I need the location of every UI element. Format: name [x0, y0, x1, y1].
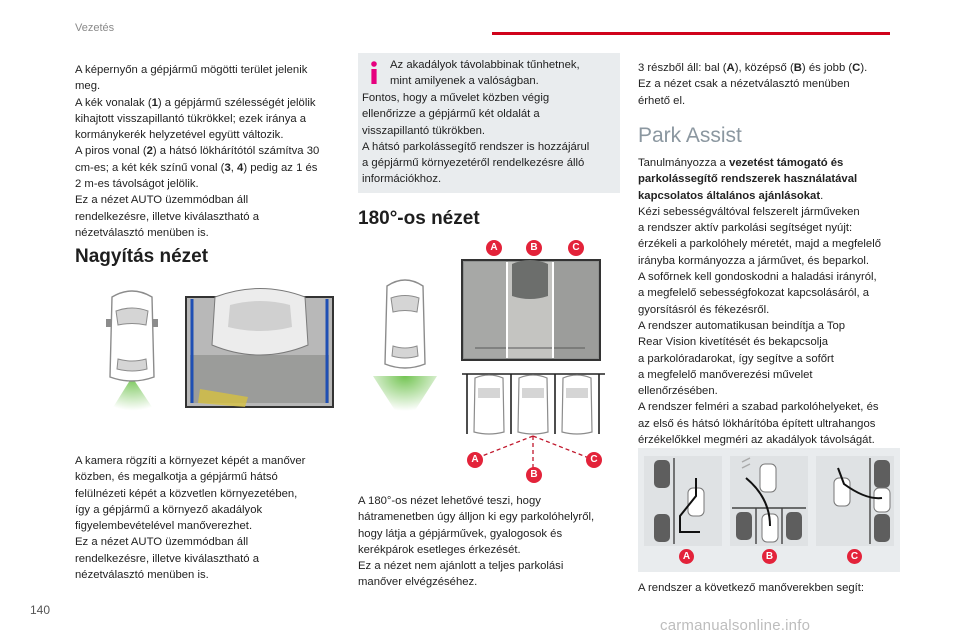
text-line: Az akadályok távolabbinak tűnhetnek, [390, 59, 580, 71]
info-note-body [362, 90, 589, 188]
text-line: ellenőrzésében. [638, 385, 718, 398]
text-line: A sofőrnek kell gondoskodni a haladási irányról, [638, 271, 877, 284]
text-line: Ez a nézet csak a nézetválasztó menüben [638, 78, 850, 91]
camera-image-180 [462, 260, 600, 360]
text-line: A kék vonalak (1) a gépjármű szélességét jelölik [75, 96, 316, 109]
text-line: kihajtott visszapillantó tükrökkel; ezek iránya a [75, 112, 307, 125]
zoom-camera-image [186, 289, 333, 408]
view-180-parts [638, 60, 867, 109]
text-line: manőver elvégzéséhez. [358, 576, 478, 589]
text-line: információkhoz. [362, 173, 442, 186]
label-c-badge: C [586, 452, 602, 468]
recommendations-link-text: vezetést támogató és [729, 157, 844, 169]
car-top-view [385, 280, 425, 368]
label-a-badge: A [467, 452, 483, 468]
text-line: A képernyőn a gépjármű mögötti terület jelenik [75, 64, 308, 76]
text-line: ellenőrizze a gépjármű két oldalát a [362, 108, 540, 121]
maneuver-a-parallel-in [644, 456, 722, 546]
page-number: 140 [30, 603, 51, 617]
label-b-badge: B [526, 240, 542, 256]
text-line: mint amilyenek a valóságban. [390, 75, 539, 88]
text-line: a gépjármű környezetéről rendelkezésre álló [362, 157, 585, 170]
text-line: a rendszer aktív parkolási segítséget nyújt: [638, 222, 853, 235]
label-a-badge: A [679, 549, 694, 564]
text-line: A 180°-os nézet lehetővé teszi, hogy [358, 495, 541, 507]
text-line: kerékpárok esetleges érkezését. [358, 543, 521, 556]
period: . [820, 189, 824, 202]
text-line: A rendszer automatikusan beindítja a Top [638, 319, 846, 332]
text-line: érzékelőkkel megméri az akadályok távolságát. [638, 434, 875, 447]
rear-view-description [75, 62, 319, 241]
text-line: érhető el. [638, 94, 686, 107]
label-c-badge: C [847, 549, 862, 564]
label-b-badge: B [526, 467, 542, 483]
text-line: így a gépjármű a környező akadályok [75, 503, 263, 516]
zoom-view-heading: Nagyítás nézet [75, 246, 209, 267]
maneuver-c-exit [816, 456, 894, 546]
text-line: a megfelelő sebességfokozat kapcsolásáról, a [638, 287, 870, 300]
text-line: Rear Vision kivetítését és bekapcsolja [638, 336, 829, 349]
text-line: A piros vonal (2) a hátsó lökhárítótól számítva 30 [75, 145, 320, 158]
text-line: Ez a nézet AUTO üzemmódban áll [75, 194, 249, 207]
text-line: Kézi sebességváltóval felszerelt járműveken [638, 205, 860, 218]
text-line: Ez a nézet nem ajánlott a teljes parkolási [358, 560, 564, 573]
text-line: hogy látja a gépjárművek, gyalogosok és [358, 527, 563, 540]
view-180-heading: 180°-os nézet [358, 208, 480, 229]
text-line: cm-es; a két kék színű vonal (3, 4) pedig az 1 és [75, 161, 318, 174]
label-a-badge: A [486, 240, 502, 256]
rear-camera-field [373, 376, 437, 426]
text-line: közben, és megalkotja a gépjármű hátsó [75, 471, 278, 484]
header-accent-bar [492, 32, 890, 35]
info-note-top [390, 57, 580, 90]
text-line: A rendszer felméri a szabad parkolóhelyeket, és [638, 401, 879, 414]
text-line: 3 részből áll: bal (A), középső (B) és jobb (C). [638, 62, 868, 74]
text-line: irányba kormányozza a járművet, és beparkol. [638, 254, 870, 267]
lead-text: Tanulmányozza a [638, 157, 730, 169]
info-icon [368, 61, 380, 85]
car-top-view [106, 291, 158, 381]
text-line: Ez a nézet AUTO üzemmódban áll [75, 536, 249, 549]
text-line: nézetválasztó menüben is. [75, 226, 209, 239]
section-title: Vezetés [75, 22, 115, 34]
text-line [638, 188, 881, 204]
text-line: A kamera rögzíti a környezet képét a manőver [75, 455, 306, 467]
maneuvers-intro [638, 580, 864, 596]
text-line: a megfelelő manőverezési művelet [638, 368, 813, 381]
zoom-view-illustration [80, 285, 340, 425]
text-line: meg. [75, 80, 101, 93]
park-assist-description [638, 155, 881, 448]
label-c-badge: C [568, 240, 584, 256]
text-line: érzékeli a parkolóhely méretét, majd a megfelelő [638, 238, 882, 251]
text-line: a parkolóradarokat, így segítve a sofőrt [638, 352, 834, 365]
text-line: gyorsításról és fékezésről. [638, 303, 770, 316]
text-line [638, 155, 881, 171]
view-180-description [358, 493, 594, 591]
recommendations-link-text: parkolássegítő rendszerek használatával [638, 173, 858, 186]
parking-row-diagram [462, 374, 605, 468]
view-180-illustration [365, 236, 620, 486]
text-line: rendelkezésre, illetve kiválasztható a [75, 210, 259, 223]
text-line: nézetválasztó menüben is. [75, 569, 209, 582]
text-line: felülnézeti képét a közvetlen környezetében, [75, 487, 298, 500]
text-line: Fontos, hogy a művelet közben végig [362, 92, 550, 104]
watermark: carmanualsonline.info [660, 617, 811, 634]
text-line: A hátsó parkolássegítő rendszer is hozzájárul [362, 140, 590, 153]
text-line: hátramenetben úgy álljon ki egy parkolóhelyről, [358, 511, 595, 524]
text-line: A rendszer a következő manőverekben segít: [638, 582, 865, 594]
maneuver-b-perpendicular-in [730, 456, 808, 546]
text-line: kormánykerék helyzetével együtt változik. [75, 129, 284, 142]
zoom-view-description [75, 453, 305, 583]
recommendations-link-text: kapcsolatos általános ajánlásokat [638, 189, 821, 202]
label-b-badge: B [762, 549, 777, 564]
text-line [638, 171, 881, 187]
text-line: figyelembevételével manőverezhet. [75, 520, 253, 533]
park-assist-heading: Park Assist [638, 124, 742, 147]
text-line: rendelkezésre, illetve kiválasztható a [75, 552, 259, 565]
text-line: az első és hátsó lökhárítóba épített ultrahangos [638, 417, 876, 430]
rear-camera-field [102, 377, 164, 425]
text-line: 2 m-es távolságot jelölik. [75, 178, 199, 191]
text-line: visszapillantó tükrökben. [362, 124, 486, 137]
